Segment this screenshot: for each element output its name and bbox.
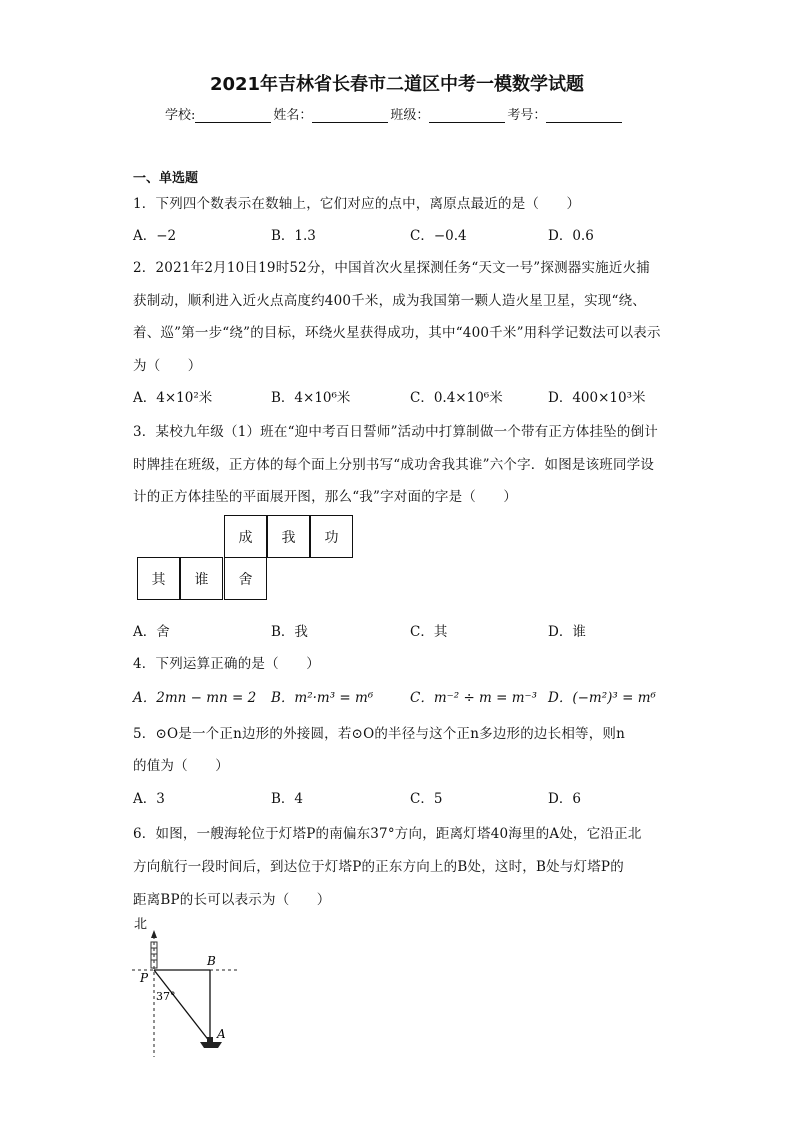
q3-line-3: 计的正方体挂坠的平面展开图，那么“我”字对面的字是（ ） [133, 489, 518, 505]
q6-line-2: 方向航行一段时间后，到达位于灯塔P的正东方向上的B处，这时，B处与灯塔P的 [133, 859, 624, 875]
net-cell-top-1: 成 [224, 515, 267, 558]
q2-line-3: 着、巡”第一步“绕”的目标，环绕火星获得成功，其中“400千米”用科学记数法可以表示 [133, 325, 661, 341]
net-cell-bottom-2: 谁 [180, 557, 223, 600]
q4-option-a[interactable]: A．2mn − mn = 2 [133, 690, 257, 706]
q1-option-b[interactable]: B．1.3 [271, 228, 316, 244]
q4-option-c[interactable]: C．m⁻² ÷ m = m⁻³ [410, 690, 538, 706]
q1-options [133, 224, 693, 244]
page-title: 2021年吉林省长春市二道区中考一模数学试题 [209, 74, 585, 95]
q3-option-c[interactable]: C．其 [410, 624, 448, 640]
name-label: 姓名： [273, 108, 313, 123]
q1-stem: 1．下列四个数表示在数轴上，它们对应的点中，离原点最近的是（ ） [133, 196, 581, 212]
q2-options [133, 386, 693, 406]
q2-option-c[interactable]: C．0.4×10⁶米 [410, 390, 503, 406]
school-blank[interactable] [195, 108, 271, 123]
q5-line-1: 5．⊙O是一个正n边形的外接圆，若⊙O的半径与这个正n多边形的边长相等，则n [133, 726, 626, 742]
north-label: 北 [134, 917, 148, 932]
net-cell-top-3: 功 [310, 515, 353, 558]
q3-option-a[interactable]: A．舍 [133, 624, 170, 640]
net-cell-top-2: 我 [267, 515, 310, 558]
cube-net-diagram [137, 515, 357, 605]
angle-label: 37° [156, 990, 176, 1003]
section-heading: 一、单选题 [133, 171, 199, 186]
q4-option-b[interactable]: B．m²·m³ = m⁶ [271, 690, 374, 706]
q5-option-c[interactable]: C．5 [410, 791, 443, 807]
q6-line-3: 距离BP的长可以表示为（ ） [133, 892, 331, 908]
segment-pa [154, 970, 210, 1042]
q3-option-b[interactable]: B．我 [271, 624, 308, 640]
q2-option-a[interactable]: A．4×10²米 [133, 390, 213, 406]
exam-no-blank[interactable] [546, 108, 622, 123]
q1-option-c[interactable]: C．−0.4 [410, 228, 467, 244]
point-p-label: P [140, 971, 149, 985]
q4-option-d[interactable]: D．(−m²)³ = m⁶ [548, 690, 656, 706]
q2-line-4: 为（ ） [133, 358, 202, 374]
student-info-row [165, 104, 624, 123]
ship-icon [200, 1042, 222, 1048]
name-blank[interactable] [312, 108, 388, 123]
q5-option-a[interactable]: A．3 [133, 791, 165, 807]
q3-option-d[interactable]: D．谁 [548, 624, 586, 640]
q1-option-d[interactable]: D．0.6 [548, 228, 594, 244]
q4-stem: 4．下列运算正确的是（ ） [133, 656, 320, 672]
q1-option-a[interactable]: A．−2 [133, 228, 177, 244]
net-cell-bottom-1: 其 [137, 557, 180, 600]
point-a-label: A [217, 1027, 226, 1041]
q5-options [133, 787, 693, 807]
q2-option-b[interactable]: B．4×10⁶米 [271, 390, 351, 406]
lighthouse-diagram [132, 912, 252, 1062]
q3-line-2: 时牌挂在班级，正方体的每个面上分别书写“成功舍我其谁”六个字．如图是该班同学设 [133, 457, 655, 473]
q2-line-2: 获制动，顺利进入近火点高度约400千米，成为我国第一颗人造火星卫星，实现“绕、 [133, 293, 646, 309]
net-cell-bottom-3: 舍 [224, 557, 267, 600]
point-b-label: B [207, 954, 216, 968]
q5-line-2: 的值为（ ） [133, 758, 229, 774]
q2-line-1: 2．2021年2月10日19时52分，中国首次火星探测任务“天文一号”探测器实施近火捕 [133, 260, 650, 276]
q6-line-1: 6．如图，一艘海轮位于灯塔P的南偏东37°方向，距离灯塔40海里的A处，它沿正北 [133, 826, 642, 842]
class-label: 班级： [390, 108, 430, 123]
school-label: 学校: [165, 108, 196, 123]
q2-option-d[interactable]: D．400×10³米 [548, 390, 646, 406]
exam-no-label: 考号： [507, 108, 547, 123]
q5-option-b[interactable]: B．4 [271, 791, 304, 807]
q3-options [133, 620, 693, 640]
q3-line-1: 3．某校九年级（1）班在“迎中考百日誓师”活动中打算制做一个带有正方体挂坠的倒计 [133, 424, 658, 440]
class-blank[interactable] [429, 108, 505, 123]
north-arrow-icon [151, 930, 157, 938]
q5-option-d[interactable]: D．6 [548, 791, 581, 807]
q4-options [133, 686, 693, 706]
